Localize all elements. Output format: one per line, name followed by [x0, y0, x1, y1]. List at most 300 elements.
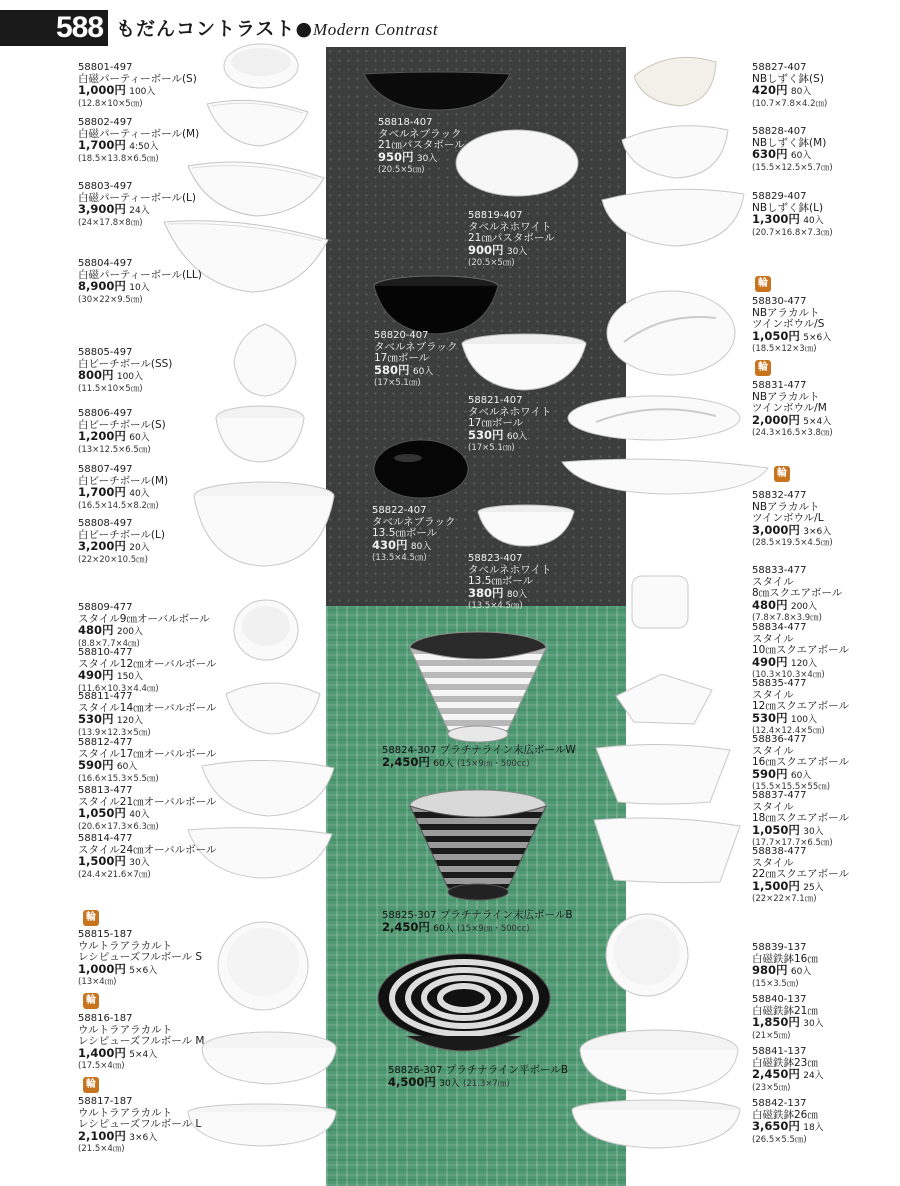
product-price: 1,400円	[78, 1045, 126, 1060]
product-quantity: 30入	[439, 1078, 460, 1089]
product-price-line	[382, 754, 576, 771]
product-price: 8,900円	[78, 279, 126, 293]
product-price: 1,700円	[78, 485, 126, 499]
product-name: ツインボウル/S	[752, 318, 825, 330]
product-name: タベルネブラック	[374, 340, 458, 353]
style-oval-9-image	[232, 598, 300, 662]
beach-bowl-m-image	[192, 480, 336, 568]
product-price: 530円	[78, 712, 114, 726]
product-price: 480円	[752, 597, 788, 612]
product-size: (30×22×9.5㎝)	[78, 294, 143, 305]
title-en: Modern Contrast	[313, 20, 439, 39]
style-square-12-image	[614, 670, 714, 726]
product-name: スタイル14㎝オーバルボール	[78, 701, 217, 714]
product-quantity: 100入	[116, 372, 144, 382]
product-size: (17.7×17.7×6.5㎝)	[752, 838, 833, 848]
product-size: (15×9㎝・500cc)	[457, 758, 530, 769]
product-size: (13.5×4.5㎝)	[468, 601, 523, 611]
product-code: 58830-477	[752, 296, 807, 307]
product-quantity: 40入	[129, 810, 150, 820]
product-price-line	[78, 204, 196, 218]
product-size: (23×5㎝)	[752, 1082, 791, 1093]
product-name: NBアラカルト	[752, 500, 820, 513]
product-size: (16.5×14.5×8.2㎝)	[78, 500, 159, 511]
product-size: (15.5×15.5×55㎝)	[752, 782, 831, 792]
product-price-line	[752, 822, 849, 839]
product-58823-407	[468, 553, 551, 613]
product-code: 58832-477	[752, 490, 807, 501]
taberne-white-pasta-image	[454, 128, 580, 198]
recipe-bowl-s-image	[216, 920, 310, 1012]
product-size: (15×3.5㎝)	[752, 978, 799, 989]
product-price: 2,450円	[752, 1067, 800, 1081]
product-price: 1,850円	[752, 1015, 800, 1029]
product-code: 58802-497	[78, 117, 133, 128]
product-size: (15.5×12.5×5.7㎝)	[752, 162, 833, 173]
product-58817-187	[78, 1096, 201, 1156]
product-price: 1,000円	[78, 961, 126, 976]
product-price: 380円	[468, 585, 504, 600]
product-name: NBアラカルト	[752, 390, 820, 403]
product-58835-477	[752, 678, 849, 738]
nb-shizuku-m-image	[620, 122, 730, 180]
party-bowl-m-image	[205, 96, 310, 148]
product-price-line	[752, 1121, 824, 1135]
product-quantity: 60入	[116, 762, 138, 772]
product-name: NBしずく鉢(S)	[752, 72, 824, 85]
recipe-bowl-l-image	[186, 1102, 338, 1148]
product-name: 8㎝スクエアボール	[752, 587, 843, 599]
product-code: 58809-477	[78, 602, 133, 613]
product-price-line	[468, 585, 551, 602]
product-name: 12㎝スクエアボール	[752, 700, 849, 712]
product-quantity: 20入	[129, 543, 150, 553]
ring-badge-58815: 輪	[83, 910, 99, 926]
product-58821-407	[468, 395, 551, 455]
product-58809-477	[78, 602, 210, 650]
product-quantity: 200入	[790, 601, 818, 612]
product-price-line	[752, 328, 832, 345]
product-name: 16㎝スクエアボール	[752, 756, 849, 768]
product-price: 590円	[78, 758, 114, 772]
product-name: 白ビーチボール(SS)	[78, 357, 173, 370]
product-quantity: 60入	[433, 923, 454, 934]
product-price: 1,050円	[752, 328, 800, 343]
product-price: 2,100円	[78, 1128, 126, 1143]
ring-badge-58831: 輪	[755, 360, 771, 376]
product-58842-137	[752, 1098, 824, 1146]
twin-bowl-m-image	[566, 392, 742, 444]
product-quantity: 4:50入	[129, 142, 159, 152]
product-quantity: 3×6入	[129, 1132, 158, 1143]
title-bullet: ●	[295, 18, 314, 40]
product-price-line	[78, 1128, 201, 1145]
product-code: 58813-477	[78, 785, 133, 796]
product-58827-407	[752, 62, 827, 110]
product-price-line	[78, 808, 216, 822]
product-price: 3,200円	[78, 539, 126, 553]
product-size: (20.5×5㎝)	[468, 258, 515, 268]
product-code: 58825-307	[382, 910, 437, 921]
product-quantity: 60入	[129, 433, 150, 443]
product-name: レシピューズフルボール M	[78, 1035, 205, 1047]
product-quantity: 40入	[129, 489, 150, 499]
product-58839-137	[752, 942, 818, 990]
product-name: 白磁鉄鉢23㎝	[752, 1056, 818, 1069]
nb-shizuku-l-image	[600, 186, 746, 248]
product-code: 58840-137	[752, 994, 807, 1005]
taberne-white-13-image	[476, 504, 576, 548]
product-quantity: 120入	[116, 716, 144, 726]
product-price: 1,500円	[752, 878, 800, 893]
product-code: 58816-187	[78, 1013, 133, 1024]
product-size: (21×5㎝)	[752, 1030, 791, 1041]
product-name: 22㎝スクエアボール	[752, 868, 849, 880]
product-58816-187	[78, 1013, 204, 1073]
product-58826-307	[388, 1065, 568, 1090]
product-name: タベルネホワイト	[468, 405, 552, 418]
product-size: (24.4×21.6×7㎝)	[78, 869, 151, 880]
nb-shizuku-s-image	[630, 52, 720, 108]
product-price-line	[752, 597, 842, 614]
beach-bowl-s-image	[214, 404, 306, 464]
recipe-bowl-m-image	[200, 1030, 338, 1086]
product-58801-497	[78, 62, 197, 110]
product-name: タベルネホワイト	[468, 220, 552, 233]
product-price-line	[752, 214, 833, 228]
product-quantity: 24入	[129, 206, 150, 216]
product-58840-137	[752, 994, 824, 1042]
product-name: タベルネブラック	[372, 515, 456, 528]
product-size: (10.7×7.8×4.2㎝)	[752, 98, 828, 109]
product-price: 420円	[752, 83, 788, 97]
product-name: ツインボウル/M	[752, 402, 827, 414]
beach-bowl-ss-image	[230, 322, 300, 398]
product-name: スタイル17㎝オーバルボール	[78, 747, 217, 760]
product-58832-477	[752, 490, 833, 550]
product-code: 58819-407	[468, 210, 523, 221]
product-code: 58836-477	[752, 734, 807, 745]
product-name: スタイル	[752, 856, 794, 869]
product-size: (21.3×7㎝)	[463, 1078, 510, 1089]
product-size: (26.5×5.5㎝)	[752, 1134, 807, 1145]
product-price-line	[78, 760, 216, 774]
product-quantity: 24入	[803, 1071, 824, 1081]
product-name: スタイル12㎝オーバルボール	[78, 657, 217, 670]
product-quantity: 30入	[803, 826, 824, 837]
product-quantity: 30入	[129, 858, 150, 868]
product-name: 白磁パーティーボール(LL)	[78, 268, 202, 281]
product-price: 3,650円	[752, 1119, 800, 1133]
product-58807-497	[78, 464, 168, 512]
product-name: タベルネブラック	[378, 127, 462, 140]
product-price-line	[752, 1069, 824, 1083]
product-price-line	[752, 654, 849, 671]
product-price: 800円	[78, 368, 114, 382]
product-quantity: 100入	[129, 87, 156, 97]
product-price-line	[752, 965, 818, 979]
product-quantity: 30入	[416, 153, 438, 164]
platinum-line-flat-b-image	[376, 950, 552, 1064]
product-name: 白ビーチボール(M)	[78, 474, 169, 487]
product-name: 白磁鉄鉢21㎝	[752, 1004, 818, 1017]
product-price: 900円	[468, 242, 504, 257]
product-code: 58821-407	[468, 395, 523, 406]
product-code: 58803-497	[78, 181, 133, 192]
product-price: 1,050円	[78, 806, 126, 820]
product-price-line	[78, 856, 216, 870]
product-price-line	[468, 242, 555, 259]
product-name: ウルトラアラカルト	[78, 1106, 173, 1119]
product-code: 58824-307	[382, 745, 437, 756]
product-price-line	[752, 149, 833, 163]
product-name: 21㎝パスタボール	[468, 232, 555, 244]
twin-bowl-s-image	[604, 288, 738, 378]
product-size: (7.8×7.8×3.9㎝)	[752, 613, 822, 623]
product-price-line	[78, 281, 202, 295]
product-price-line	[468, 427, 551, 444]
product-quantity: 3×6入	[803, 526, 832, 537]
product-price-line	[752, 766, 849, 783]
product-price: 580円	[374, 362, 410, 377]
product-size: (17×5.1㎝)	[468, 443, 515, 453]
product-size: (24.3×16.5×3.8㎝)	[752, 428, 833, 438]
product-size: (13×12.5×6.5㎝)	[78, 444, 151, 455]
product-name: スタイル	[752, 688, 794, 701]
style-square-22-image	[592, 816, 742, 884]
product-58813-477	[78, 785, 216, 833]
product-price-line	[78, 140, 199, 154]
product-quantity: 200入	[116, 627, 144, 637]
product-quantity: 5×6入	[803, 332, 832, 343]
platinum-line-w-image	[408, 630, 548, 746]
product-size: (17.5×4㎝)	[78, 1061, 125, 1071]
product-58837-477	[752, 790, 849, 850]
style-oval-17-image	[200, 756, 336, 818]
product-name: NBしずく鉢(L)	[752, 201, 824, 214]
product-price: 2,000円	[752, 412, 800, 427]
product-58828-407	[752, 126, 833, 174]
product-name: 白磁鉄鉢16㎝	[752, 952, 818, 965]
product-code: 58805-497	[78, 347, 133, 358]
product-code: 58812-477	[78, 737, 133, 748]
product-size: (18.5×12×3㎝)	[752, 344, 817, 354]
product-size: (11.6×10.3×4.4㎝)	[78, 683, 159, 694]
product-name: プラチナライン末広ボールB	[439, 909, 573, 921]
product-price-line	[78, 487, 168, 501]
product-price: 1,000円	[78, 83, 126, 97]
product-name: プラチナライン末広ボールW	[439, 744, 576, 756]
product-58814-477	[78, 833, 216, 881]
product-price-line	[752, 1017, 824, 1031]
product-code: 58814-477	[78, 833, 133, 844]
product-name: 13.5㎝ボール	[468, 575, 534, 587]
product-58802-497	[78, 117, 199, 165]
product-code: 58823-407	[468, 553, 523, 564]
product-58831-477	[752, 380, 833, 440]
product-name: スタイル9㎝オーバルボール	[78, 612, 210, 625]
product-name: ウルトラアラカルト	[78, 939, 173, 952]
product-code: 58841-137	[752, 1046, 807, 1057]
product-price-line	[78, 541, 165, 555]
ring-badge-58830: 輪	[755, 276, 771, 292]
product-price: 1,300円	[752, 212, 800, 226]
product-code: 58835-477	[752, 678, 807, 689]
product-code: 58827-407	[752, 62, 807, 73]
product-size: (22×22×7.1㎝)	[752, 894, 817, 904]
product-name: 17㎝ボール	[468, 417, 524, 429]
product-58805-497	[78, 347, 172, 395]
product-price-line	[78, 670, 216, 684]
product-size: (11.5×10×5㎝)	[78, 383, 143, 394]
taberne-white-17-image	[460, 332, 588, 392]
product-size: (12.8×10×5㎝)	[78, 98, 143, 109]
product-quantity: 30入	[803, 1019, 824, 1029]
product-name: 18㎝スクエアボール	[752, 812, 849, 824]
product-quantity: 10入	[129, 283, 150, 293]
product-price: 530円	[752, 710, 788, 725]
product-58836-477	[752, 734, 849, 794]
tetsubachi-23-image	[578, 1026, 740, 1096]
product-price-line	[752, 522, 833, 539]
product-58825-307	[382, 910, 573, 935]
product-code: 58801-497	[78, 62, 133, 73]
product-code: 58817-187	[78, 1096, 133, 1107]
product-code: 58826-307	[388, 1065, 443, 1076]
product-name: スタイル	[752, 744, 794, 757]
product-name: 10㎝スクエアボール	[752, 644, 849, 656]
product-name: スタイル21㎝オーバルボール	[78, 795, 217, 808]
product-58812-477	[78, 737, 216, 785]
product-price-line	[78, 431, 166, 445]
party-bowl-s-image	[222, 42, 300, 92]
product-price: 950円	[378, 149, 414, 164]
product-quantity: 5×6入	[129, 965, 158, 976]
product-price-line	[382, 919, 573, 936]
product-size: (13×4㎝)	[78, 977, 117, 987]
product-code: 58810-477	[78, 647, 133, 658]
product-quantity: 80入	[790, 87, 812, 97]
product-quantity: 80入	[410, 541, 432, 552]
product-price: 430円	[372, 537, 408, 552]
product-name: スタイル	[752, 800, 794, 813]
product-58838-477	[752, 846, 849, 906]
product-quantity: 150入	[116, 672, 144, 682]
product-58820-407	[374, 330, 457, 390]
product-name: NBしずく鉢(M)	[752, 136, 827, 149]
product-58803-497	[78, 181, 196, 229]
product-quantity: 60入	[790, 770, 812, 781]
product-58841-137	[752, 1046, 824, 1094]
product-price: 530円	[468, 427, 504, 442]
page-number: 588	[0, 10, 108, 46]
product-price: 2,450円	[382, 754, 430, 769]
style-square-8-image	[630, 574, 690, 630]
style-oval-12-image	[224, 676, 322, 736]
product-58806-497	[78, 408, 166, 456]
product-size: (8.8×7.7×4㎝)	[78, 638, 140, 649]
product-58822-407	[372, 505, 455, 565]
product-code: 58834-477	[752, 622, 807, 633]
product-name: プラチナライン平ボールB	[445, 1064, 569, 1076]
product-name: 白磁パーティーボール(L)	[78, 191, 196, 204]
product-price: 1,700円	[78, 138, 126, 152]
product-quantity: 120入	[790, 658, 818, 669]
product-price-line	[78, 1045, 204, 1062]
product-size: (12.4×12.4×5㎝)	[752, 726, 825, 736]
product-price: 3,900円	[78, 202, 126, 216]
product-price: 2,450円	[382, 919, 430, 934]
page-title	[116, 14, 438, 41]
party-bowl-l-image	[186, 158, 326, 218]
product-price-line	[752, 412, 833, 429]
style-square-16-image	[594, 740, 732, 806]
product-code: 58806-497	[78, 408, 133, 419]
product-size: (15×9㎝・500cc)	[457, 923, 530, 934]
product-58829-407	[752, 191, 833, 239]
product-quantity: 80入	[506, 589, 528, 600]
product-size: (18.5×13.8×6.5㎝)	[78, 153, 159, 164]
product-name: 13.5㎝ボール	[372, 527, 438, 539]
product-code: 58807-497	[78, 464, 133, 475]
product-58815-187	[78, 929, 202, 989]
product-price-line	[752, 85, 827, 99]
product-code: 58820-407	[374, 330, 429, 341]
product-price-line	[78, 714, 216, 728]
product-price-line	[752, 878, 849, 895]
taberne-black-pasta-image	[362, 72, 512, 112]
product-size: (10.3×10.3×4㎝)	[752, 670, 825, 680]
product-price-line	[388, 1074, 568, 1091]
product-name: 白磁パーティーボール(M)	[78, 127, 200, 140]
product-name: 白磁鉄鉢26㎝	[752, 1108, 818, 1121]
product-code: 58815-187	[78, 929, 133, 940]
product-code: 58808-497	[78, 518, 133, 529]
tetsubachi-16-image	[604, 912, 690, 998]
product-name: 白磁パーティーボール(S)	[78, 72, 197, 85]
product-code: 58828-407	[752, 126, 807, 137]
product-name: 白ビーチボール(L)	[78, 528, 165, 541]
product-58811-477	[78, 691, 216, 739]
product-price: 4,500円	[388, 1074, 436, 1089]
product-name: スタイル24㎝オーバルボール	[78, 843, 217, 856]
product-code: 58838-477	[752, 846, 807, 857]
product-size: (20.6×17.3×6.3㎝)	[78, 821, 159, 832]
product-price: 490円	[752, 654, 788, 669]
product-quantity: 30入	[506, 246, 528, 257]
product-size: (17×5.1㎝)	[374, 378, 421, 388]
product-price-line	[78, 961, 202, 978]
twin-bowl-l-image	[560, 456, 770, 496]
product-code: 58822-407	[372, 505, 427, 516]
product-price: 1,050円	[752, 822, 800, 837]
product-58833-477	[752, 565, 842, 625]
product-code: 58804-497	[78, 258, 133, 269]
product-price: 630円	[752, 147, 788, 161]
product-size: (16.6×15.3×5.5㎝)	[78, 773, 159, 784]
product-price: 1,200円	[78, 429, 126, 443]
product-58824-307	[382, 745, 576, 770]
product-price-line	[78, 370, 172, 384]
product-code: 58831-477	[752, 380, 807, 391]
product-quantity: 60入	[433, 758, 454, 769]
product-quantity: 18入	[803, 1123, 824, 1133]
tetsubachi-26-image	[570, 1098, 742, 1150]
product-size: (13.9×12.3×5㎝)	[78, 727, 151, 738]
product-58819-407	[468, 210, 555, 270]
ring-badge-58816: 輪	[83, 993, 99, 1009]
product-58834-477	[752, 622, 849, 682]
